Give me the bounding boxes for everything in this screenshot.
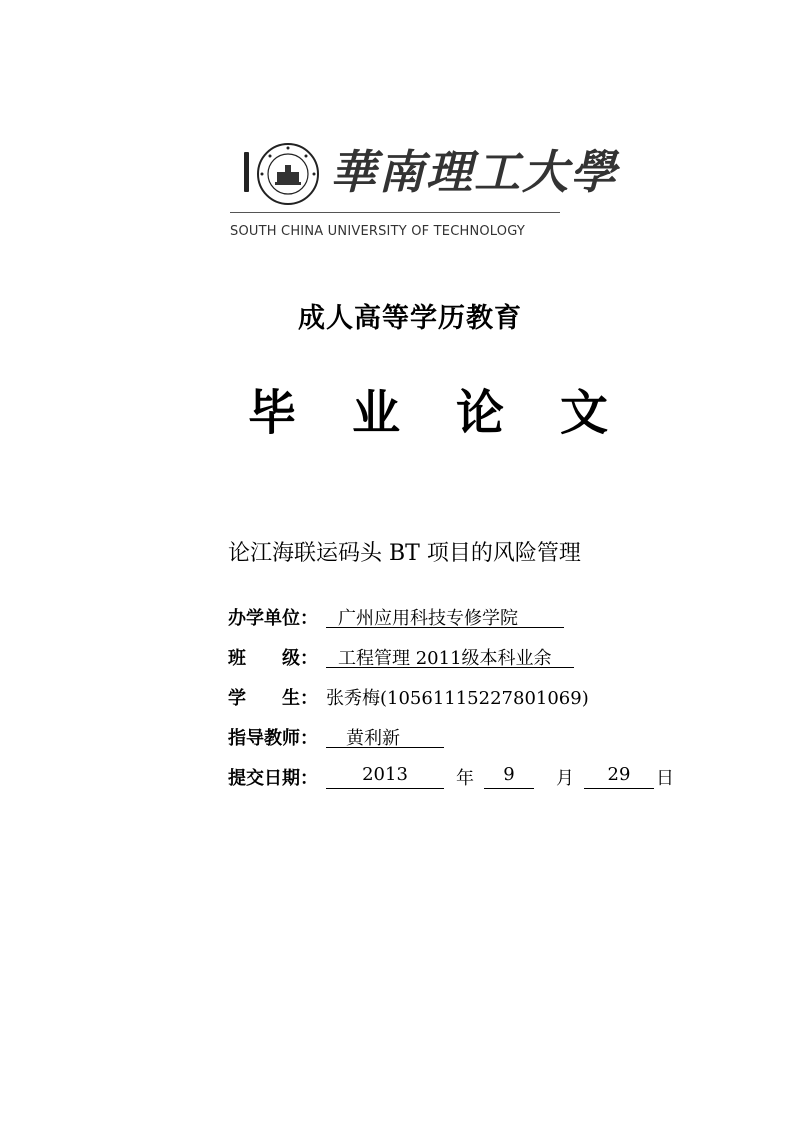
thesis-type-title <box>248 374 608 443</box>
university-logo-header <box>230 138 618 248</box>
title-char: 毕 <box>248 385 297 441</box>
field-value-day: 29 <box>584 764 654 789</box>
field-label: 提交日期： <box>228 768 318 789</box>
thesis-topic: 论江海联运码头 BT 项目的风险管理 <box>228 541 581 566</box>
field-label: 指导教师： <box>228 728 318 749</box>
month-unit: 月 <box>556 768 574 789</box>
field-value-class: 工程管理 2011级本科业余 <box>326 644 574 668</box>
field-label: 学 生： <box>228 688 318 709</box>
title-char: 业 <box>351 385 400 441</box>
field-value-year: 2013 <box>326 764 444 789</box>
university-name-en: SOUTH CHINA UNIVERSITY OF TECHNOLOGY <box>230 224 525 239</box>
title-char: 文 <box>559 385 608 441</box>
university-name-cn: 華南理工大學 <box>330 145 618 199</box>
field-label: 班 级： <box>228 648 318 669</box>
field-label: 办学单位： <box>228 608 318 629</box>
education-type-heading: 成人高等学历教育 <box>298 303 522 334</box>
field-value-student: 张秀梅(10561115227801069) <box>326 688 589 709</box>
day-unit: 日 <box>656 768 674 789</box>
university-seal-icon <box>256 142 320 206</box>
field-value-school: 广州应用科技专修学院 <box>326 604 564 628</box>
logo-bar-mark <box>244 152 249 192</box>
field-value-advisor: 黄利新 <box>326 724 444 748</box>
field-value-month: 9 <box>484 764 534 789</box>
header-divider <box>230 212 560 213</box>
title-char: 论 <box>455 385 504 441</box>
year-unit: 年 <box>456 768 474 789</box>
